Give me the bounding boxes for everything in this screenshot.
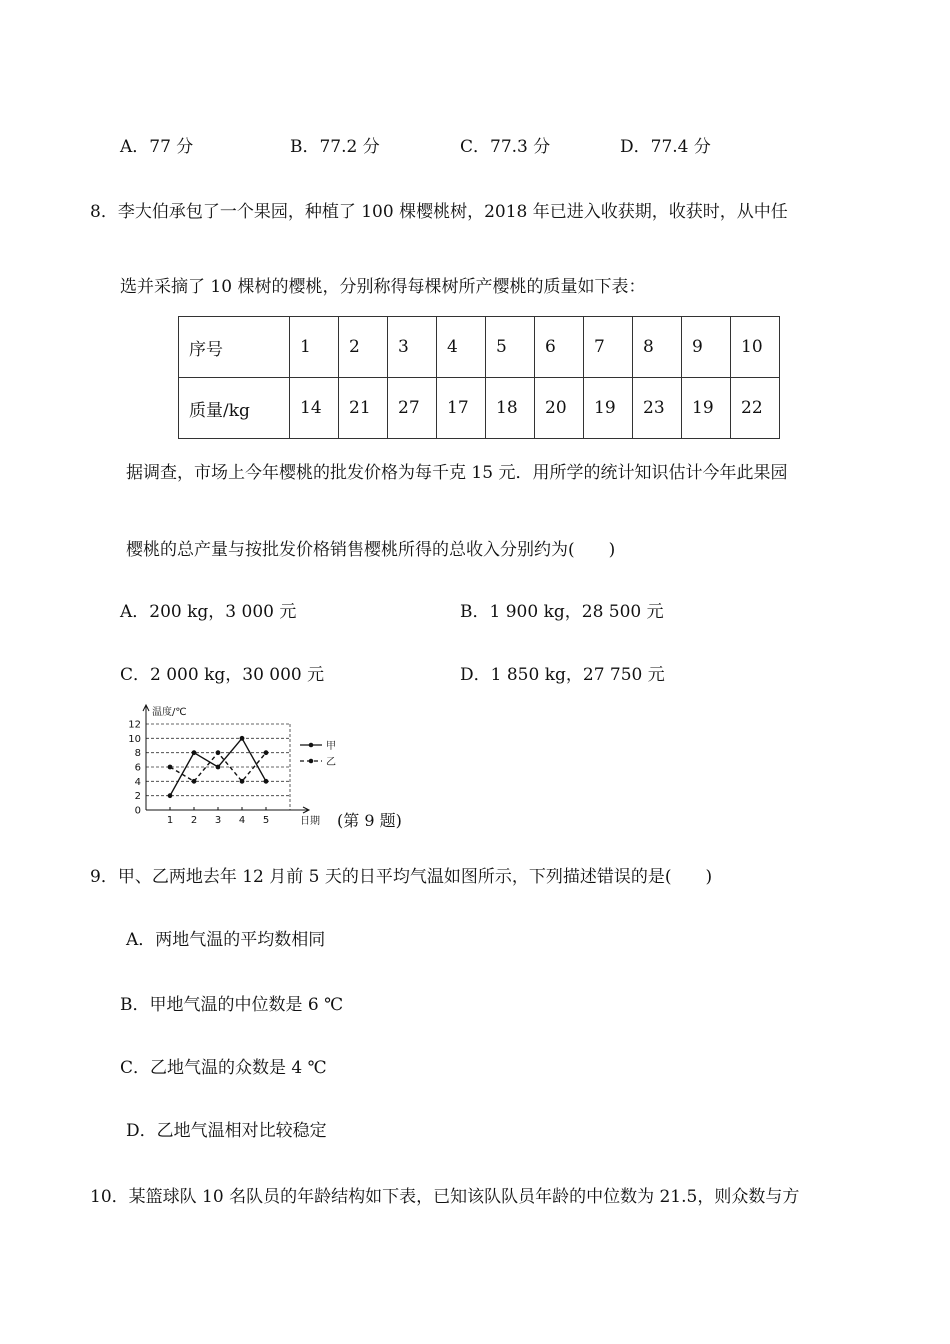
legend-marker xyxy=(309,743,314,748)
data-point xyxy=(216,750,221,755)
table-cell: 3 xyxy=(388,317,437,378)
q8-option-c: C．2 000 kg，30 000 元 xyxy=(120,665,325,685)
table-cell: 9 xyxy=(682,317,731,378)
q7-option-a: A．77 分 xyxy=(120,137,194,157)
q7-option-b: B．77.2 分 xyxy=(290,137,380,157)
chart-legend xyxy=(300,740,336,768)
x-axis-label: 日期 xyxy=(300,816,320,827)
x-tick-label: 5 xyxy=(262,815,270,826)
x-tick-label: 3 xyxy=(214,815,222,826)
x-tick-label: 4 xyxy=(238,815,246,826)
y-tick-label: 2 xyxy=(134,791,141,803)
q9-option-a: A．两地气温的平均数相同 xyxy=(126,930,326,950)
q9-option-c: C．乙地气温的众数是 4 ℃ xyxy=(120,1058,327,1078)
table-cell: 7 xyxy=(584,317,633,378)
q8-stem-line3: 据调查，市场上今年樱桃的批发价格为每千克 15 元．用所学的统计知识估计今年此果园 xyxy=(126,463,788,483)
q8-stem-line1: 8．李大伯承包了一个果园，种植了 100 棵樱桃树，2018 年已进入收获期，收获时，从中任 xyxy=(90,202,788,222)
table-cell: 19 xyxy=(682,378,731,439)
data-point xyxy=(192,779,197,784)
table-cell: 14 xyxy=(290,378,339,439)
table-cell: 23 xyxy=(633,378,682,439)
chart-axes xyxy=(128,705,320,827)
legend-label: 甲 xyxy=(326,741,336,752)
y-tick-label: 4 xyxy=(134,776,141,788)
y-axis-label: 温度/℃ xyxy=(152,707,187,718)
table-cell: 10 xyxy=(731,317,780,378)
data-point xyxy=(168,793,173,798)
table-cell: 20 xyxy=(535,378,584,439)
q9-option-d: D．乙地气温相对比较稳定 xyxy=(126,1121,327,1141)
data-point xyxy=(192,750,197,755)
data-point xyxy=(168,765,173,770)
table-row xyxy=(179,378,780,439)
x-tick-label: 1 xyxy=(166,815,174,826)
q7-option-c: C．77.3 分 xyxy=(460,137,551,157)
table-cell: 1 xyxy=(290,317,339,378)
table-header-cell: 质量/kg xyxy=(179,378,290,439)
y-tick-label: 6 xyxy=(134,762,141,774)
table-cell: 4 xyxy=(437,317,486,378)
q9-option-b: B．甲地气温的中位数是 6 ℃ xyxy=(120,995,344,1015)
q9-temperature-chart xyxy=(126,700,350,830)
data-point xyxy=(240,736,245,741)
data-point xyxy=(264,750,269,755)
q8-option-d: D．1 850 kg，27 750 元 xyxy=(460,665,665,685)
data-point xyxy=(216,765,221,770)
table-cell: 19 xyxy=(584,378,633,439)
q10-stem: 10．某篮球队 10 名队员的年龄结构如下表，已知该队队员年龄的中位数为 21.5，则众数与方 xyxy=(90,1187,800,1207)
table-cell: 18 xyxy=(486,378,535,439)
table-cell: 17 xyxy=(437,378,486,439)
table-cell: 27 xyxy=(388,378,437,439)
x-tick-label: 2 xyxy=(190,815,198,826)
table-cell: 2 xyxy=(339,317,388,378)
table-cell: 22 xyxy=(731,378,780,439)
legend-marker xyxy=(309,759,314,764)
q8-option-b: B．1 900 kg，28 500 元 xyxy=(460,602,664,622)
q8-mass-table xyxy=(178,316,780,439)
q9-stem: 9．甲、乙两地去年 12 月前 5 天的日平均气温如图所示，下列描述错误的是( ) xyxy=(90,867,713,887)
table-cell: 5 xyxy=(486,317,535,378)
table-cell: 8 xyxy=(633,317,682,378)
q9-figure-caption: (第 9 题) xyxy=(337,811,402,830)
table-cell: 21 xyxy=(339,378,388,439)
q8-stem-line2: 选并采摘了 10 棵树的樱桃，分别称得每棵树所产樱桃的质量如下表： xyxy=(120,277,646,297)
q7-option-d: D．77.4 分 xyxy=(620,137,711,157)
y-tick-label: 10 xyxy=(128,733,141,745)
q8-stem-line4: 樱桃的总产量与按批发价格销售樱桃所得的总收入分别约为( ) xyxy=(126,540,616,560)
q8-option-a: A．200 kg，3 000 元 xyxy=(120,602,297,622)
table-row xyxy=(179,317,780,378)
y-tick-label: 8 xyxy=(134,748,141,760)
legend-label: 乙 xyxy=(326,757,336,768)
y-tick-label: 12 xyxy=(128,719,141,731)
table-cell: 6 xyxy=(535,317,584,378)
table-header-cell: 序号 xyxy=(179,317,290,378)
y-tick-label: 0 xyxy=(134,805,141,817)
data-point xyxy=(240,779,245,784)
data-point xyxy=(264,779,269,784)
